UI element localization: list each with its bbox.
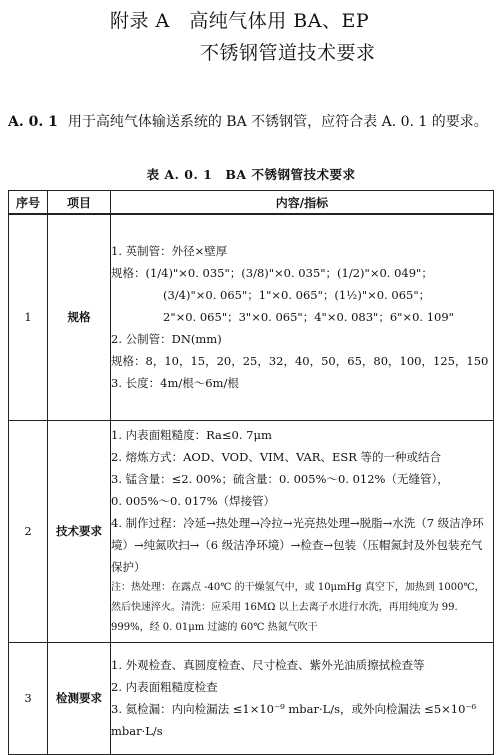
content-line: 1. 内表面粗糙度：Ra≤0. 7μm	[111, 428, 272, 442]
content-line: 4. 制作过程：冷延→热处理→冷拉→光亮热处理→脱脂→水洗（7 级洁净环境）→纯氮吹扫→（6 级洁净环境）→检查→包装（压帽氮封及外包装充气保护）	[111, 516, 484, 574]
content-line: 3. 锰含量：≤2. 00%；硫含量：0. 005%～0. 012%（无缝管），	[111, 472, 449, 486]
content-line: 2. 内表面粗糙度检查	[111, 680, 218, 694]
clause-number: A. 0. 1	[8, 114, 58, 130]
row-item: 检测要求	[48, 642, 111, 754]
content-line: 2. 熔炼方式：AOD、VOD、VIM、VAR、ESR 等的一种或结合	[111, 450, 442, 464]
header-no: 序号	[9, 191, 48, 215]
clause-text: 用于高纯气体输送系统的 BA 不锈钢管，应符合表 A. 0. 1 的要求。	[67, 114, 488, 130]
content-line: 1. 英制管：外径×壁厚	[111, 244, 228, 259]
content-line: 0. 005%～0. 017%（焊接管）	[111, 494, 276, 508]
row-no: 1	[9, 214, 48, 420]
header-content: 内容/指标	[111, 191, 494, 215]
content-line: 3. 氦检漏：内向检漏法 ≤1×10⁻⁹ mbar·L/s，或外向检漏法 ≤5×10⁻⁶ mbar·L/s	[111, 702, 477, 738]
row-no: 3	[9, 642, 48, 754]
appendix-subtitle: 不锈钢管道技术要求	[200, 42, 376, 64]
content-line: 2. 公制管：DN(mm)	[111, 332, 222, 347]
row-content	[111, 214, 494, 420]
table-row	[9, 420, 494, 642]
table-header-row	[9, 191, 494, 215]
content-line: 规格：8，10，15，20，25，32，40，50，65，80，100，125，150	[111, 354, 489, 369]
table-row	[9, 214, 494, 420]
table-caption: 表 A. 0. 1 BA 不锈钢管技术要求	[146, 167, 356, 182]
row-content	[111, 642, 494, 754]
row-content	[111, 420, 494, 642]
content-line: 规格：(1/4)"×0. 035"；(3/8)"×0. 035"；(1/2)"×0. 049"；	[111, 266, 433, 281]
content-line: (3/4)"×0. 065"；1"×0. 065"；(1½)"×0. 065"；	[163, 288, 431, 303]
content-line: 3. 长度：4m/根～6m/根	[111, 376, 239, 391]
row-item: 技术要求	[48, 420, 111, 642]
content-note: 注：热处理：在露点 -40℃ 的干燥氢气中，或 10μmHg 真空下，加热到 1000℃，然后快速淬火。清洗：应采用 16MΩ 以上去离子水进行水洗，再用纯度为 99. 999%，经 0. 01μm 过滤的 60℃ 热氮气吹干	[111, 582, 485, 633]
clause-paragraph	[8, 110, 496, 134]
table-row	[9, 642, 494, 754]
spec-table	[8, 190, 494, 755]
row-no: 2	[9, 420, 48, 642]
content-line: 1. 外观检查、真圆度检查、尺寸检查、紫外光油质擦拭检查等	[111, 658, 425, 672]
appendix-title: 附录 A 高纯气体用 BA、EP	[110, 10, 370, 32]
row-item: 规格	[48, 214, 111, 420]
header-item: 项目	[48, 191, 111, 215]
content-line: 2"×0. 065"；3"×0. 065"；4"×0. 083"；6"×0. 109"	[163, 310, 454, 325]
